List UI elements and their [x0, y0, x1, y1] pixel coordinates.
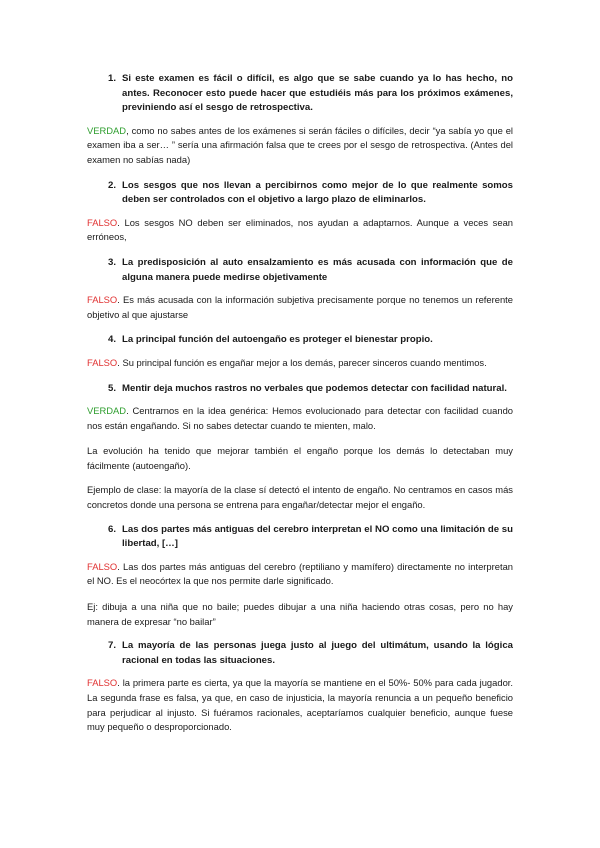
- question-text: Los sesgos que nos llevan a percibirnos como mejor de lo que realmente somos deben ser controlados con el objetivo a largo plazo de eliminarlos.: [122, 179, 513, 206]
- answer-7: [87, 676, 513, 734]
- question-5: [87, 382, 513, 397]
- answer-6: [87, 560, 513, 589]
- answer-text: . Es más acusada con la información subjetiva precisamente porque no tenemos un referente objetivo al que ajustarse: [87, 294, 513, 320]
- verdict-label: FALSO: [87, 677, 118, 689]
- question-text: Si este examen es fácil o difícil, es algo que se sabe cuando ya lo has hecho, no antes. Reconocer esto puede hacer que estudiéis más para los próximos exámenes, previniendo así el sesgo de retrospectiva.: [122, 73, 513, 114]
- verdict-label: FALSO: [87, 560, 118, 572]
- question-1: [87, 72, 513, 116]
- verdict-label: FALSO: [87, 294, 118, 306]
- answer-text: . Su principal función es engañar mejor a los demás, parecer sinceros cuando mentimos.: [117, 356, 487, 368]
- note-paragraph: Ej: dibuja a una niña que no baile; puedes dibujar a una niña haciendo otras cosas, pero no hay manera de expresar “no bailar”: [87, 601, 513, 627]
- note-paragraph: La evolución ha tenido que mejorar también el engaño porque los demás lo detectaban muy fácilmente (autoengaño).: [87, 445, 513, 471]
- answer-text: . la primera parte es cierta, ya que la mayoría se mantiene en el 50%- 50% para cada jugador. La segunda frase es falsa, ya que, en caso de injusticia, la mayoría renuncia a un pequeño beneficio para perjudicar al injusto. Si fuéramos racionales, aceptaríamos cualquier beneficio, aunque fuese muy pequeño o desproporcionado.: [87, 677, 513, 733]
- question-number: 2.: [107, 179, 116, 191]
- answer-text: . Centrarnos en la idea genérica: Hemos evolucionado para detectar con facilidad cuando nos están engañando. Si no sabes detectar cuando te mienten, malo.: [87, 405, 513, 431]
- note-paragraph: Ejemplo de clase: la mayoría de la clase sí detectó el intento de engaño. No centramos en casos más concretos donde una persona se entrena para engañar/detectar mejor el engaño.: [87, 484, 513, 511]
- answer-4: [87, 356, 513, 371]
- question-text: La mayoría de las personas juega justo al juego del ultimátum, usando la lógica racional en todas las situaciones.: [122, 640, 513, 666]
- verdict-label: FALSO: [87, 216, 118, 228]
- question-7: [87, 639, 513, 668]
- question-number: 6.: [107, 523, 116, 535]
- answer-text: , como no sabes antes de los exámenes si serán fáciles o difíciles, decir “ya sabía yo que el examen iba a ser… ” sería una afirmación falsa que te crees por el sesgo de retrospectiva. (Antes del examen no sabías nada): [87, 124, 513, 165]
- question-text: La principal función del autoengaño es proteger el bienestar propio.: [122, 334, 433, 346]
- question-3: [87, 256, 513, 285]
- verdict-label: VERDAD: [87, 124, 127, 136]
- answer-2: [87, 216, 513, 245]
- question-text: La predisposición al auto ensalzamiento es más acusada con información que de alguna manera puede medirse objetivamente: [122, 256, 513, 283]
- question-number: 1.: [107, 73, 116, 84]
- verdict-label: VERDAD: [87, 405, 127, 417]
- question-text: Las dos partes más antiguas del cerebro interpretan el NO como una limitación de su libertad, […]: [122, 523, 513, 550]
- question-number: 7.: [107, 640, 116, 652]
- question-number: 3.: [107, 256, 116, 268]
- verdict-label: FALSO: [87, 356, 118, 368]
- answer-text: . Las dos partes más antiguas del cerebro (reptiliano y mamífero) directamente no interpretan el NO. Es el neocórtex la que nos permite darle significado.: [87, 560, 513, 587]
- answer-text: . Los sesgos NO deben ser eliminados, nos ayudan a adaptarnos. Aunque a veces sean erróneos,: [87, 216, 513, 243]
- question-number: 5.: [107, 382, 116, 394]
- question-2: [87, 179, 513, 208]
- answer-3: [87, 293, 513, 322]
- question-4: [87, 333, 513, 348]
- answer-5: [87, 404, 513, 433]
- answer-1: [87, 124, 513, 168]
- question-number: 4.: [107, 334, 116, 346]
- question-6: [87, 523, 513, 552]
- question-text: Mentir deja muchos rastros no verbales que podemos detectar con facilidad natural.: [122, 382, 507, 394]
